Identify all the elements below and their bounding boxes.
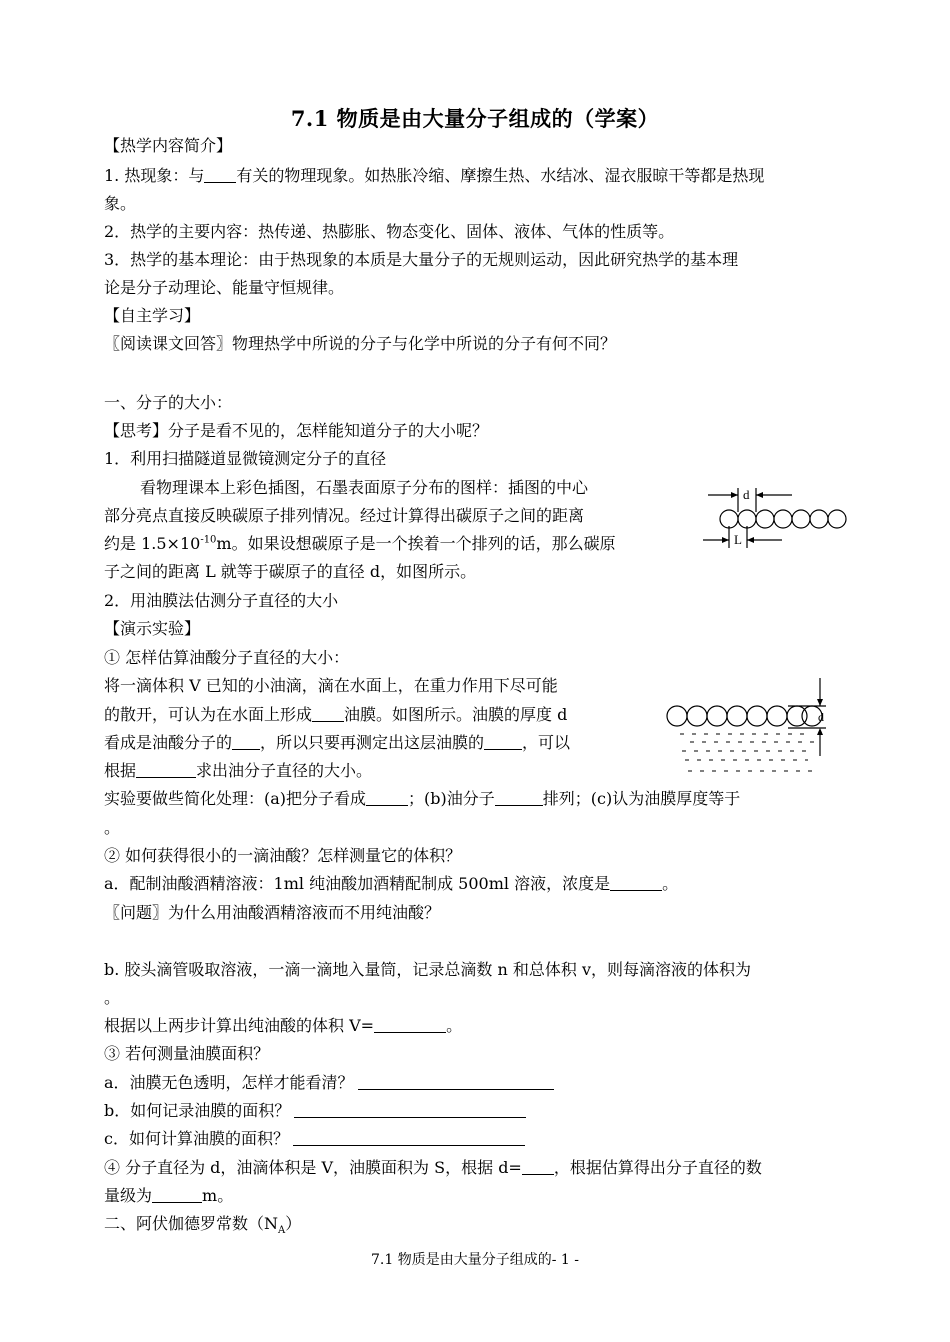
question-1: ① 怎样估算油酸分子直径的大小：	[104, 648, 350, 667]
blank	[610, 874, 662, 891]
question-3: ③ 若何测量油膜面积？	[104, 1044, 270, 1063]
simplification-end: 。	[104, 818, 121, 837]
problem-question: 〖问题〗为什么用油酸酒精溶液而不用纯油酸？	[104, 903, 441, 922]
answer-line	[293, 1129, 525, 1146]
intro-item-3-cont: 论是分子动理论、能量守恒规律。	[104, 278, 345, 297]
question-3-b: b．如何记录油膜的面积？	[104, 1101, 526, 1121]
question-1-text: 根据 求出油分子直径的大小。	[104, 761, 373, 780]
blank	[232, 733, 260, 750]
blank	[495, 789, 543, 806]
blank	[366, 789, 408, 806]
blank	[374, 1016, 446, 1033]
demo-heading: 【演示实验】	[104, 619, 201, 638]
blank	[484, 733, 522, 750]
question-2-b-end: 。	[104, 988, 121, 1007]
question-3-c: c．如何计算油膜的面积？	[104, 1129, 525, 1149]
intro-item-2: 2．热学的主要内容：热传递、热膨胀、物态变化、固体、液体、气体的性质等。	[104, 222, 675, 241]
fig2-label-d: d	[818, 710, 824, 724]
question-2-b: b. 胶头滴管吸取溶液，一滴一滴地入量筒，记录总滴数 n 和总体积 v，则每滴溶液的体积为	[104, 960, 752, 979]
question-2-calc: 根据以上两步计算出纯油酸的体积 V= 。	[104, 1016, 463, 1035]
section1-heading: 一、分子的大小：	[104, 393, 233, 412]
question-1-text: 的散开，可认为在水面上形成 油膜。如图所示。油膜的厚度 d	[104, 705, 568, 724]
question-3-a: a．油膜无色透明，怎样才能看清？	[104, 1073, 554, 1093]
method-1-text: 部分亮点直接反映碳原子排列情况。经过计算得出碳原子之间的距离	[104, 506, 585, 525]
intro-heading: 【热学内容简介】	[104, 136, 233, 155]
oil-film-figure	[660, 676, 840, 778]
blank	[136, 761, 196, 778]
question-2: ② 如何获得很小的一滴油酸？怎样测量它的体积？	[104, 846, 462, 865]
page-footer: 7.1 物质是由大量分子组成的- 1 -	[371, 1252, 579, 1268]
method-1-text: 约是 $1.5\times 10^{-10}m$。如果设想碳原子是一个挨着一个排列的话，那么碳原	[104, 534, 616, 553]
answer-line	[294, 1101, 526, 1118]
question-4: ④ 分子直径为 d，油滴体积是 V，油膜面积为 S，根据 d= ，根据估算得出分子直径的数	[104, 1158, 762, 1177]
blank	[204, 166, 236, 183]
answer-line	[358, 1073, 554, 1090]
simplification: 实验要做些简化处理：(a)把分子看成 ；(b)油分子 排列；(c)认为油膜厚度等于	[104, 789, 741, 808]
fig1-label-L: L	[734, 532, 742, 547]
method-1-text: 子之间的距离 L 就等于碳原子的直径 d，如图所示。	[104, 562, 477, 581]
intro-item-1: 1. 热现象：与 有关的物理现象。如热胀冷缩、摩擦生热、水结冰、湿衣服晾干等都是热现	[104, 166, 765, 185]
intro-item-3: 3．热学的基本理论：由于热现象的本质是大量分子的无规则运动，因此研究热学的基本理	[104, 250, 739, 269]
think-question: 【思考】分子是看不见的，怎样能知道分子的大小呢？	[104, 421, 489, 440]
reading-question: 〖阅读课文回答〗物理热学中所说的分子与化学中所说的分子有何不同？	[104, 334, 617, 353]
method-1-text: 看物理课本上彩色插图，石墨表面原子分布的图样：插图的中心	[140, 478, 589, 497]
question-1-text: 将一滴体积 V 已知的小油滴，滴在水面上，在重力作用下尽可能	[104, 676, 558, 695]
method-1: 1．利用扫描隧道显微镜测定分子的直径	[104, 449, 387, 468]
blank	[312, 705, 344, 722]
question-4-cont: 量级为 m。	[104, 1186, 234, 1205]
section2-heading: 二、阿伏伽德罗常数$(N_A)$	[104, 1214, 302, 1237]
question-1-text: 看成是油酸分子的 ，所以只要再测定出这层油膜的 ，可以	[104, 733, 571, 752]
question-2-a: a．配制油酸酒精溶液：1ml 纯油酸加酒精配制成 500ml 溶液，浓度是 。	[104, 874, 679, 893]
self-study-heading: 【自主学习】	[104, 306, 201, 325]
carbon-atoms-figure	[700, 482, 850, 550]
blank	[522, 1158, 554, 1175]
blank	[152, 1186, 202, 1203]
method-2: 2．用油膜法估测分子直径的大小	[104, 591, 339, 610]
fig1-label-d: d	[743, 487, 750, 502]
intro-item-1-cont: 象。	[104, 194, 137, 213]
page-title: 7.1 物质是由大量分子组成的（学案）	[290, 106, 660, 131]
